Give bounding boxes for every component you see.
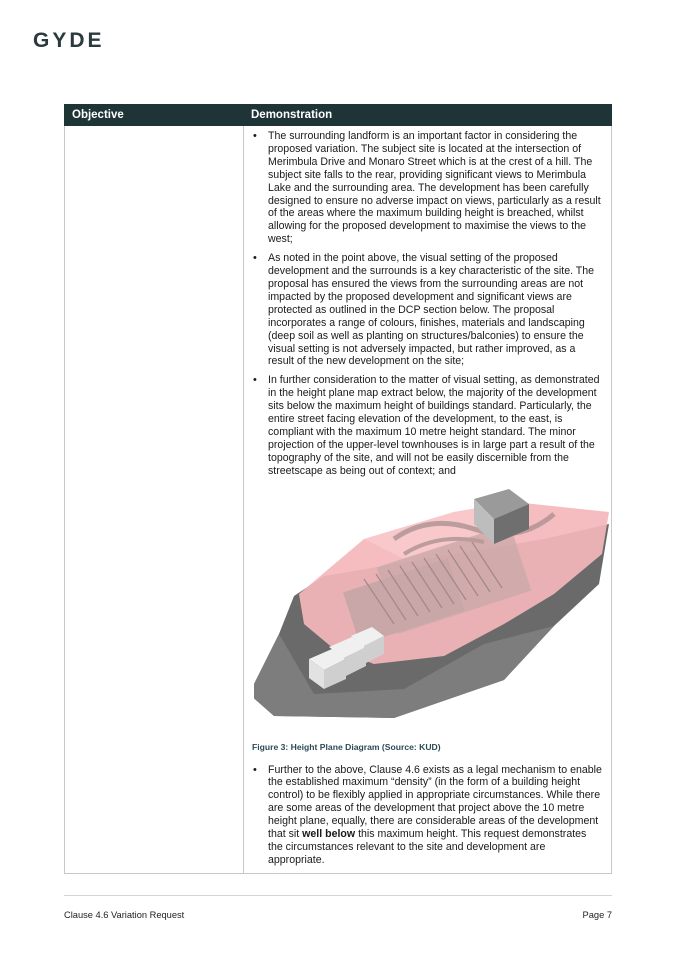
demonstration-cell	[244, 126, 612, 874]
gyde-logo	[33, 27, 133, 53]
height-plane-diagram	[254, 484, 614, 736]
bullet-clause-4-6: • Further to the above, Clause 4.6 exists as a legal mechanism to enable the established maximum “density” (in the form of a building height control) to be flexibly applied in appropriate circumstances. While there are some areas of the development that project above the 10 metre height plane, equally, there are considerable areas of the development that sit well below this maximum height. This request demonstrates the circumstances relevant to the site and development are appropriate.	[268, 764, 603, 867]
table-row	[65, 126, 612, 874]
objective-cell	[65, 126, 244, 874]
logo-text: GYDE	[33, 29, 105, 52]
objective-demonstration-table	[64, 104, 612, 874]
bullet-landform: • The surrounding landform is an important factor in considering the proposed variation. The subject site is located at the intersection of Merimbula Drive and Monaro Street which is at the crest of a hill. The subject site falls to the rear, providing significant views to Merimbula Lake and the surrounding area. The development has been carefully designed to ensure no adverse impact on views, particularly as a result of the areas where the maximum building height is breached, whilst allowing for the proposed development to maximise the views to the west;	[268, 130, 603, 246]
bullet-visual-setting: • As noted in the point above, the visual setting of the proposed development and the surrounds is a key characteristic of the site. The proposal has ensured the views from the surrounding areas are not impacted by the proposed development and significant views are protected as outlined in the DCP section below. The proposal incorporates a range of colours, finishes, materials and landscaping (deep soil as well as planting on structures/balconies) to ensure the visual setting is not adversely impacted, but rather improved, as a result of the new development on the site;	[268, 252, 603, 368]
footer-divider	[64, 895, 612, 896]
bullet-height-plane: • In further consideration to the matter of visual setting, as demonstrated in the height plane map extract below, the majority of the development sits below the maximum height of buildings standard. Particularly, the entire street facing elevation of the development, to the east, is compliant with the maximum 10 metre height standard. The minor projection of the upper-level townhouses is in large part a result of the topography of the site, and will not be easily discernible from the streetscape as being out of context; and	[268, 374, 603, 477]
objective-header: Objective	[65, 105, 244, 126]
demonstration-header: Demonstration	[244, 105, 612, 126]
footer-document-title: Clause 4.6 Variation Request	[64, 910, 185, 920]
footer-page-number: Page 7	[582, 910, 612, 920]
table-header-row	[65, 105, 612, 126]
bullet-list-final	[244, 764, 611, 867]
emphasis-well-below: well below	[302, 828, 356, 841]
figure-caption: Figure 3: Height Plane Diagram (Source: KUD)	[252, 741, 441, 752]
bullet-list	[244, 130, 611, 478]
